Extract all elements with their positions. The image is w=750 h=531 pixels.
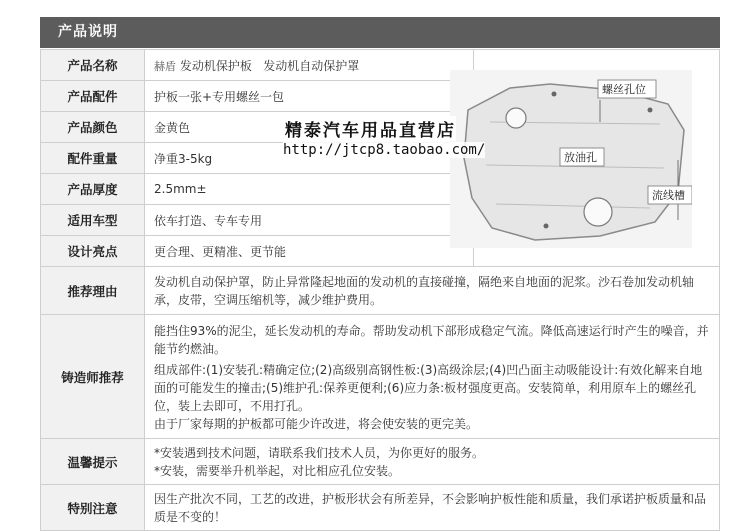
value-note: 因生产批次不同，工艺的改进，护板形状会有所差异，不会影响护板性能和质量，我们承诺护板质量和品质是不变的！ — [145, 485, 720, 531]
value-color: 金黄色 — [145, 112, 474, 143]
value-thickness: 2.5mm± — [145, 174, 474, 205]
label-name: 产品名称 — [41, 50, 145, 81]
value-name — [145, 50, 474, 81]
value-reason: 发动机自动保护罩，防止异常隆起地面的发动机的直接碰撞，隔绝来自地面的泥浆。沙石卷加发动机轴承，皮带，空调压缩机等，减少维护费用。 — [145, 267, 720, 315]
label-color: 产品颜色 — [41, 112, 145, 143]
label-parts: 产品配件 — [41, 81, 145, 112]
brand-name: 赫盾 — [154, 59, 176, 73]
value-highlights: 更合理、更精准、更节能 — [145, 236, 474, 267]
label-tips: 温馨提示 — [41, 439, 145, 485]
drain-hole — [584, 198, 612, 226]
value-tips — [145, 439, 720, 485]
label-thickness: 产品厚度 — [41, 174, 145, 205]
label-models: 适用车型 — [41, 205, 145, 236]
value-caster — [145, 315, 720, 439]
skid-plate-diagram — [450, 70, 692, 248]
tips-line-2: *安装，需要举升机举起，对比相应孔位安装。 — [154, 464, 401, 478]
row-tips — [41, 439, 720, 485]
value-models: 依车打造、专车专用 — [145, 205, 474, 236]
caster-para-2: 组成部件:(1)安装孔:精确定位;(2)高级别高钢性板:(3)高级涂层;(4)凹凸面主动吸能设计:有效化解来自地面的可能发生的撞击;(5)维护孔:保养更便利;(6)应力条:板材强度更高。安装简单，利用原车上的螺丝孔位，装上去即可，不用打孔。 — [154, 362, 703, 413]
screw-hole-left — [506, 108, 526, 128]
label-highlights: 设计亮点 — [41, 236, 145, 267]
screw-dot-3 — [544, 224, 549, 229]
row-caster — [41, 315, 720, 439]
flow-callout-text: 流线槽 — [652, 189, 685, 202]
label-caster: 铸造师推荐 — [41, 315, 145, 439]
screw-callout-text: 螺丝孔位 — [602, 83, 646, 96]
drain-callout-text: 放油孔 — [564, 151, 597, 164]
label-weight: 配件重量 — [41, 143, 145, 174]
section-header — [40, 17, 720, 48]
screw-dot-2 — [648, 108, 653, 113]
tips-line-1: *安装遇到技术问题，请联系我们技术人员，为你更好的服务。 — [154, 446, 485, 460]
value-weight: 净重3-5kg — [145, 143, 474, 174]
store-url-overlay: http://jtcp8.taobao.com/ — [283, 142, 486, 158]
label-reason: 推荐理由 — [41, 267, 145, 315]
store-name-overlay: 精泰汽车用品直营店 — [285, 116, 456, 141]
section-title: 产品说明 — [58, 24, 118, 40]
caster-para-3: 由于厂家每期的护板都可能少许改进，将会使安装的更完美。 — [154, 416, 479, 431]
screw-dot-1 — [552, 92, 557, 97]
value-parts: 护板一张+专用螺丝一包 — [145, 81, 474, 112]
caster-para-1: 能挡住93%的泥尘，延长发动机的寿命。帮助发动机下部形成稳定气流。降低高速运行时产生的噪音，并能节约燃油。 — [154, 323, 709, 356]
row-reason — [41, 267, 720, 315]
label-note: 特别注意 — [41, 485, 145, 531]
product-name: 发动机保护板 发动机自动保护罩 — [179, 58, 360, 73]
row-note — [41, 485, 720, 531]
